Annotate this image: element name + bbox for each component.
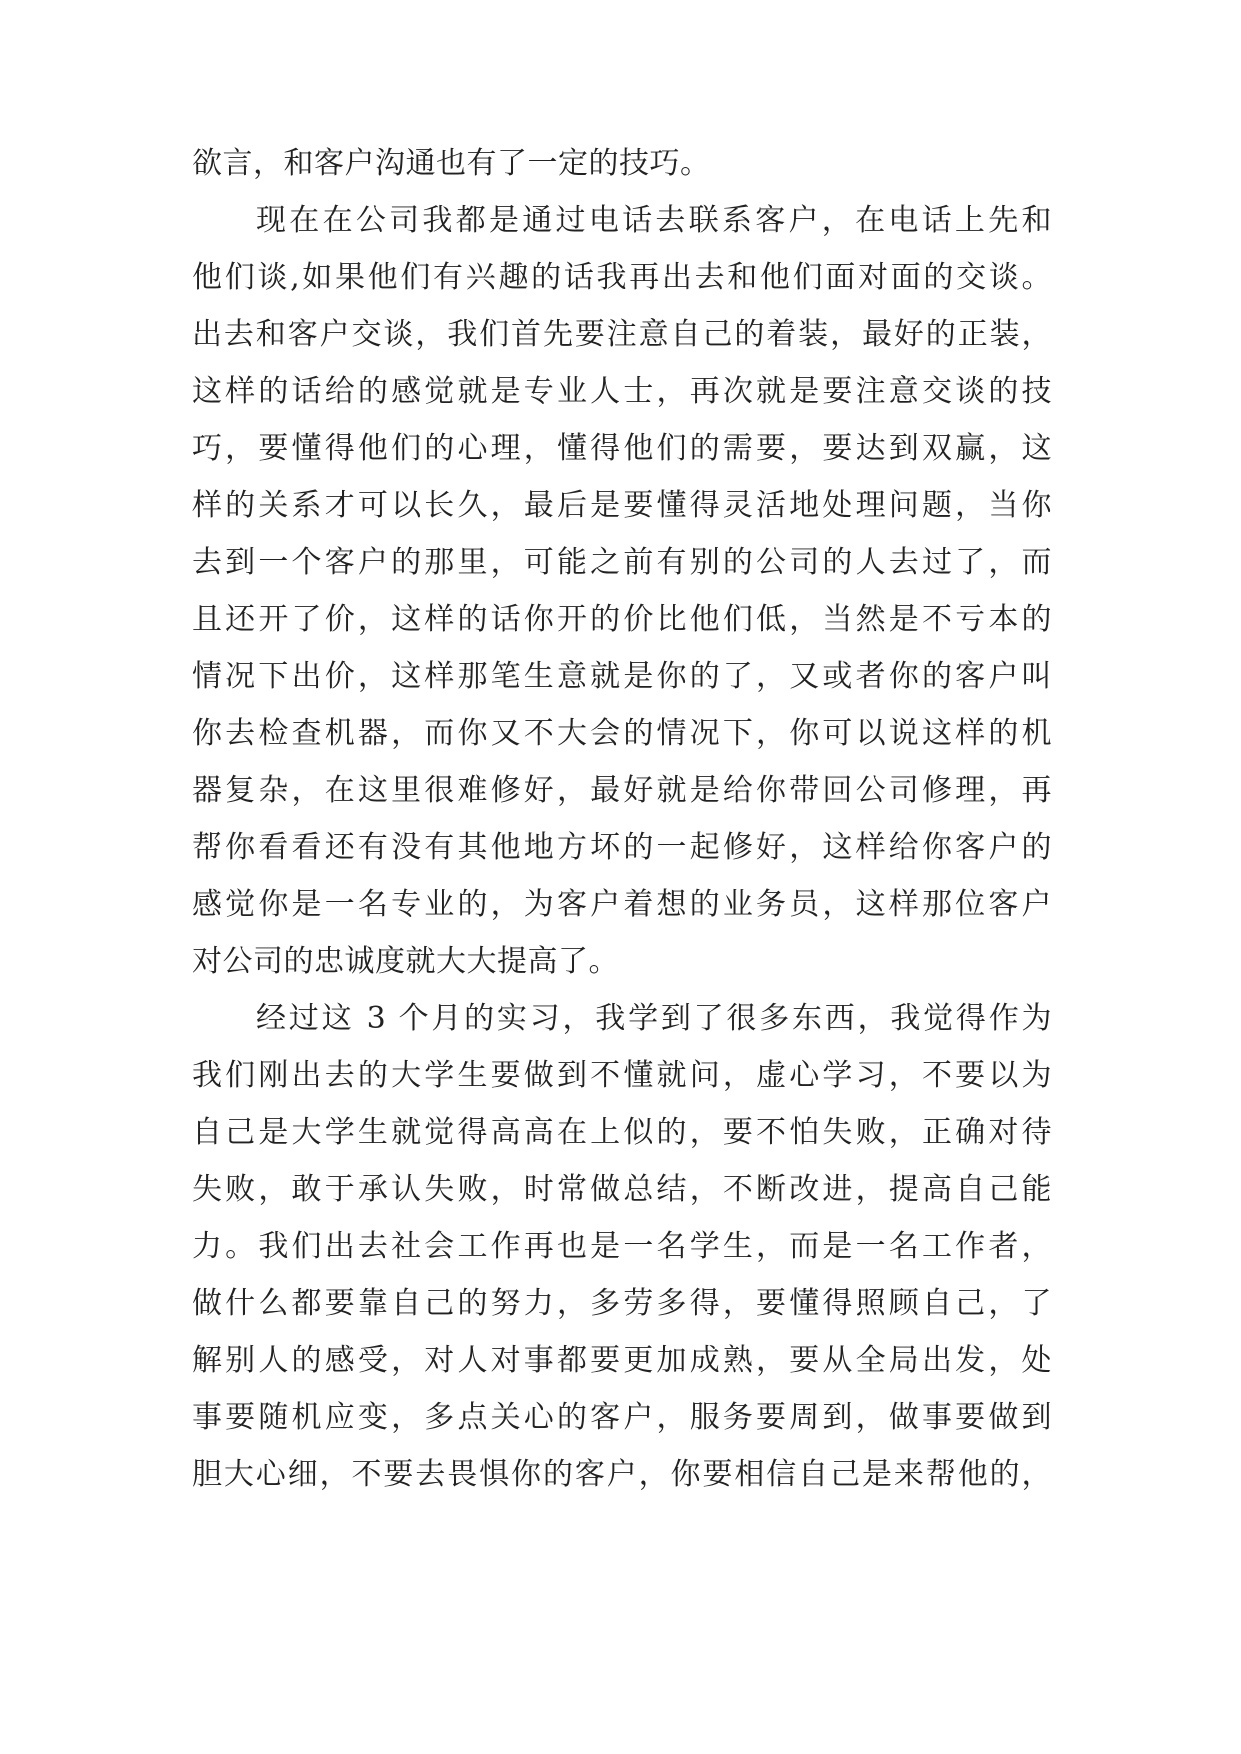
text-line: 自己是大学生就觉得高高在上似的，要不怕失败，正确对待 [192, 1115, 1052, 1150]
text-line: 帮你看看还有没有其他地方坏的一起修好，这样给你客户的 [192, 830, 1052, 865]
text-line: 且还开了价，这样的话你开的价比他们低，当然是不亏本的 [192, 602, 1052, 637]
text-line: 样的关系才可以长久，最后是要懂得灵活地处理问题，当你 [192, 488, 1052, 523]
text-line: 对公司的忠诚度就大大提高了。 [192, 944, 619, 979]
text-line: 胆大心细，不要去畏惧你的客户，你要相信自己是来帮他的， [192, 1457, 1052, 1492]
text-line: 去到一个客户的那里，可能之前有别的公司的人去过了，而 [192, 545, 1052, 580]
text-line: 情况下出价，这样那笔生意就是你的了，又或者你的客户叫 [192, 659, 1052, 694]
text-line: 事要随机应变，多点关心的客户，服务要周到，做事要做到 [192, 1400, 1052, 1435]
text-line: 器复杂，在这里很难修好，最好就是给你带回公司修理，再 [192, 773, 1052, 808]
text-line: 巧，要懂得他们的心理，懂得他们的需要，要达到双赢，这 [192, 431, 1052, 466]
text-line: 这样的话给的感觉就是专业人士，再次就是要注意交谈的技 [192, 374, 1052, 409]
text-line: 他们谈,如果他们有兴趣的话我再出去和他们面对面的交谈。 [192, 260, 1052, 295]
text-line: 你去检查机器，而你又不大会的情况下，你可以说这样的机 [192, 716, 1052, 751]
text-line: 出去和客户交谈，我们首先要注意自己的着装，最好的正装， [192, 317, 1052, 352]
text-line: 欲言，和客户沟通也有了一定的技巧。 [192, 146, 711, 181]
text-line: 解别人的感受，对人对事都要更加成熟，要从全局出发，处 [192, 1343, 1052, 1378]
text-line: 力。我们出去社会工作再也是一名学生，而是一名工作者， [192, 1229, 1052, 1264]
text-line: 现在在公司我都是通过电话去联系客户，在电话上先和 [256, 203, 1052, 238]
text-line: 我们刚出去的大学生要做到不懂就问，虚心学习，不要以为 [192, 1058, 1052, 1093]
text-line: 感觉你是一名专业的，为客户着想的业务员，这样那位客户 [192, 887, 1052, 922]
text-line: 经过这 3 个月的实习，我学到了很多东西，我觉得作为 [256, 1001, 1052, 1036]
text-line: 失败，敢于承认失败，时常做总结，不断改进，提高自己能 [192, 1172, 1052, 1207]
text-line: 做什么都要靠自己的努力，多劳多得，要懂得照顾自己，了 [192, 1286, 1052, 1321]
